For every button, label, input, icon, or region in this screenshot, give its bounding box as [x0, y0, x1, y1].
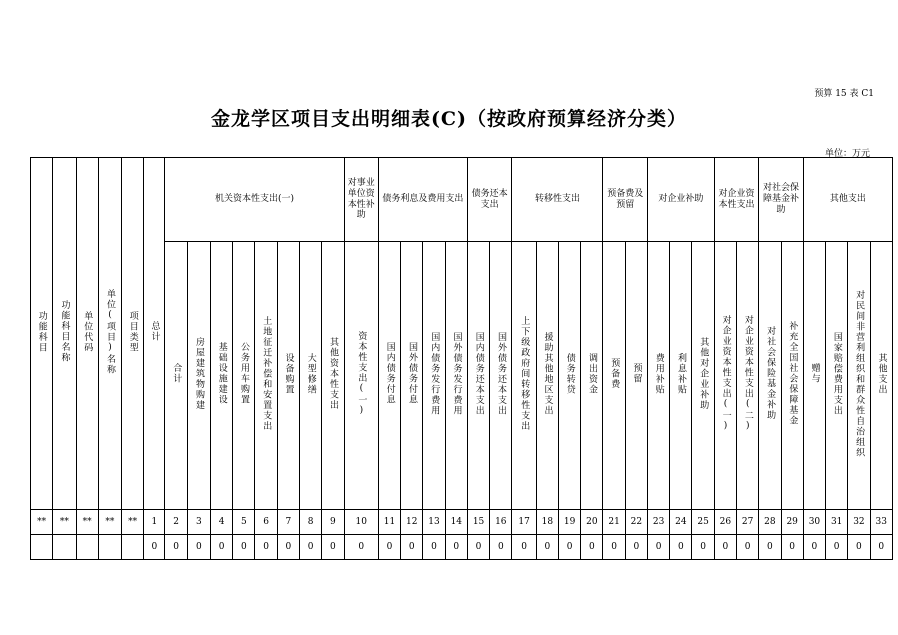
value-cell	[31, 535, 53, 560]
value-cell: 0	[670, 535, 692, 560]
vertical-label: 功能科目名称	[59, 300, 70, 364]
index-cell: 2	[165, 510, 187, 535]
group-header: 对事业单位资本性补助	[344, 158, 378, 242]
vertical-label: 大型修缮	[305, 352, 316, 395]
index-cell: 5	[233, 510, 255, 535]
value-cell: 0	[490, 535, 512, 560]
group-header: 转移性支出	[512, 158, 603, 242]
index-cell: 16	[490, 510, 512, 535]
index-cell: 13	[423, 510, 445, 535]
value-cell: 0	[401, 535, 423, 560]
index-cell: 29	[781, 510, 803, 535]
vertical-label: 赠与	[809, 363, 820, 385]
index-cell: **	[53, 510, 76, 535]
group-header: 其他支出	[803, 158, 892, 242]
index-cell: 11	[378, 510, 400, 535]
column-header	[401, 242, 423, 510]
vertical-label: 对企业资本性支出(一)	[720, 314, 731, 433]
index-cell: 31	[826, 510, 848, 535]
value-cell: 0	[737, 535, 759, 560]
index-cell: 12	[401, 510, 423, 535]
total-column-header	[144, 158, 165, 510]
expenditure-table	[30, 157, 893, 560]
vertical-label: 国外债务发行费用	[451, 331, 462, 416]
fixed-column-header	[31, 158, 53, 510]
vertical-label: 国内债务付息	[384, 342, 395, 406]
column-header	[344, 242, 378, 510]
vertical-label: 国外债务付息	[406, 342, 417, 406]
column-header	[759, 242, 781, 510]
column-header	[603, 242, 625, 510]
index-cell: 10	[344, 510, 378, 535]
column-header	[848, 242, 870, 510]
column-header	[625, 242, 647, 510]
column-header	[277, 242, 299, 510]
index-cell: 4	[210, 510, 232, 535]
vertical-label: 债务转贷	[564, 352, 575, 395]
vertical-label: 设备购置	[283, 352, 294, 395]
vertical-label: 对社会保险基金补助	[765, 326, 776, 421]
column-header	[423, 242, 445, 510]
column-header	[737, 242, 759, 510]
vertical-label: 对企业资本性支出(二)	[742, 314, 753, 433]
value-cell: 0	[445, 535, 467, 560]
value-cell: 0	[647, 535, 669, 560]
value-cell: 0	[781, 535, 803, 560]
vertical-label: 费用补贴	[653, 352, 664, 395]
index-cell: **	[122, 510, 144, 535]
vertical-label: 国内债务还本支出	[473, 331, 484, 416]
index-cell: 33	[870, 510, 892, 535]
index-cell: 17	[512, 510, 536, 535]
column-header	[870, 242, 892, 510]
value-cell: 0	[848, 535, 870, 560]
column-header	[647, 242, 669, 510]
value-cell: 0	[299, 535, 321, 560]
column-header	[210, 242, 232, 510]
group-header: 债务还本支出	[467, 158, 512, 242]
index-row	[31, 510, 893, 535]
index-cell: 25	[692, 510, 714, 535]
vertical-label: 土地征迁补偿和安置支出	[261, 315, 272, 432]
vertical-label: 预备费	[609, 357, 620, 390]
index-cell: 23	[647, 510, 669, 535]
index-cell: 14	[445, 510, 467, 535]
value-cell: 0	[423, 535, 445, 560]
index-cell: 1	[144, 510, 165, 535]
column-header	[581, 242, 603, 510]
vertical-label: 调出资金	[587, 352, 597, 395]
index-cell: 3	[187, 510, 210, 535]
column-header	[803, 242, 825, 510]
value-cell: 0	[603, 535, 625, 560]
vertical-label: 总计	[149, 321, 160, 343]
value-cell: 0	[625, 535, 647, 560]
group-header: 债务利息及费用支出	[378, 158, 467, 242]
index-cell: 22	[625, 510, 647, 535]
index-cell: 28	[759, 510, 781, 535]
value-cell: 0	[233, 535, 255, 560]
value-cell: 0	[759, 535, 781, 560]
vertical-label: 项目类型	[127, 310, 138, 353]
index-cell: **	[76, 510, 98, 535]
index-cell: 24	[670, 510, 692, 535]
value-cell: 0	[344, 535, 378, 560]
value-cell: 0	[714, 535, 736, 560]
index-cell: 18	[536, 510, 558, 535]
value-cell: 0	[536, 535, 558, 560]
column-header	[378, 242, 400, 510]
value-row	[31, 535, 893, 560]
index-cell: 32	[848, 510, 870, 535]
vertical-label: 国内债务发行费用	[429, 331, 440, 416]
group-header-row	[31, 158, 893, 242]
index-cell: 7	[277, 510, 299, 535]
value-cell: 0	[210, 535, 232, 560]
index-cell: 8	[299, 510, 321, 535]
index-cell: 15	[467, 510, 489, 535]
index-cell: 9	[322, 510, 344, 535]
column-header	[233, 242, 255, 510]
column-header	[558, 242, 580, 510]
vertical-label: 公务用车购置	[239, 342, 250, 406]
value-cell: 0	[255, 535, 277, 560]
value-cell: 0	[165, 535, 187, 560]
vertical-label: 补充全国社会保障基金	[787, 321, 798, 427]
index-cell: 26	[714, 510, 736, 535]
vertical-label: 房屋建筑物购建	[194, 336, 205, 411]
column-header	[512, 242, 536, 510]
index-cell: 19	[558, 510, 580, 535]
column-header	[781, 242, 803, 510]
value-cell: 0	[512, 535, 536, 560]
vertical-label: 其他支出	[876, 352, 887, 395]
value-cell: 0	[826, 535, 848, 560]
fixed-column-header	[98, 158, 121, 510]
vertical-label: 功能科目	[36, 310, 47, 353]
vertical-label: 对民间非营利组织和群众性自治组织	[854, 289, 865, 458]
column-header	[670, 242, 692, 510]
value-cell: 0	[378, 535, 400, 560]
column-header	[467, 242, 489, 510]
column-header	[322, 242, 344, 510]
value-cell: 0	[581, 535, 603, 560]
value-cell: 0	[144, 535, 165, 560]
value-cell	[76, 535, 98, 560]
index-cell: 30	[803, 510, 825, 535]
value-cell	[53, 535, 76, 560]
vertical-label: 国外债务还本支出	[495, 331, 506, 416]
fixed-column-header	[53, 158, 76, 510]
value-cell: 0	[803, 535, 825, 560]
vertical-label: 基础设施建设	[216, 342, 227, 406]
group-header: 对企业补助	[647, 158, 714, 242]
column-header	[299, 242, 321, 510]
vertical-label: 国家赔偿费用支出	[831, 331, 842, 416]
value-cell	[122, 535, 144, 560]
form-code: 预算 15 表 C1	[814, 89, 874, 99]
column-header	[490, 242, 512, 510]
index-cell: 6	[255, 510, 277, 535]
column-header	[692, 242, 714, 510]
value-cell: 0	[870, 535, 892, 560]
column-header	[826, 242, 848, 510]
index-cell: **	[31, 510, 53, 535]
column-header	[187, 242, 210, 510]
group-header: 预备费及预留	[603, 158, 648, 242]
vertical-label: 预留	[631, 363, 642, 385]
value-cell	[98, 535, 121, 560]
vertical-label: 其他对企业补助	[698, 336, 709, 411]
column-header	[536, 242, 558, 510]
vertical-label: 资本性支出(一)	[356, 330, 367, 417]
vertical-label: 援助其他地区支出	[542, 331, 553, 416]
vertical-label: 上下级政府间转移性支出	[519, 315, 530, 432]
fixed-column-header	[76, 158, 98, 510]
index-cell: **	[98, 510, 121, 535]
column-header	[165, 242, 187, 510]
value-cell: 0	[558, 535, 580, 560]
unit-label: 单位：万元	[824, 149, 870, 159]
vertical-label: 单位(项目)名称	[105, 288, 116, 375]
value-cell: 0	[322, 535, 344, 560]
column-header	[714, 242, 736, 510]
fixed-column-header	[122, 158, 144, 510]
column-header	[255, 242, 277, 510]
vertical-label: 其他资本性支出	[328, 336, 339, 411]
group-header: 机关资本性支出(一)	[165, 158, 344, 242]
value-cell: 0	[187, 535, 210, 560]
group-header: 对企业资本性支出	[714, 158, 759, 242]
index-cell: 20	[581, 510, 603, 535]
vertical-label: 单位代码	[82, 310, 93, 353]
vertical-label: 合计	[171, 363, 182, 385]
vertical-label: 利息补贴	[676, 352, 687, 395]
value-cell: 0	[467, 535, 489, 560]
group-header: 对社会保障基金补助	[759, 158, 804, 242]
column-header	[445, 242, 467, 510]
value-cell: 0	[692, 535, 714, 560]
index-cell: 27	[737, 510, 759, 535]
index-cell: 21	[603, 510, 625, 535]
value-cell: 0	[277, 535, 299, 560]
page-title: 金龙学区项目支出明细表(C)（按政府预算经济分类）	[210, 108, 688, 130]
